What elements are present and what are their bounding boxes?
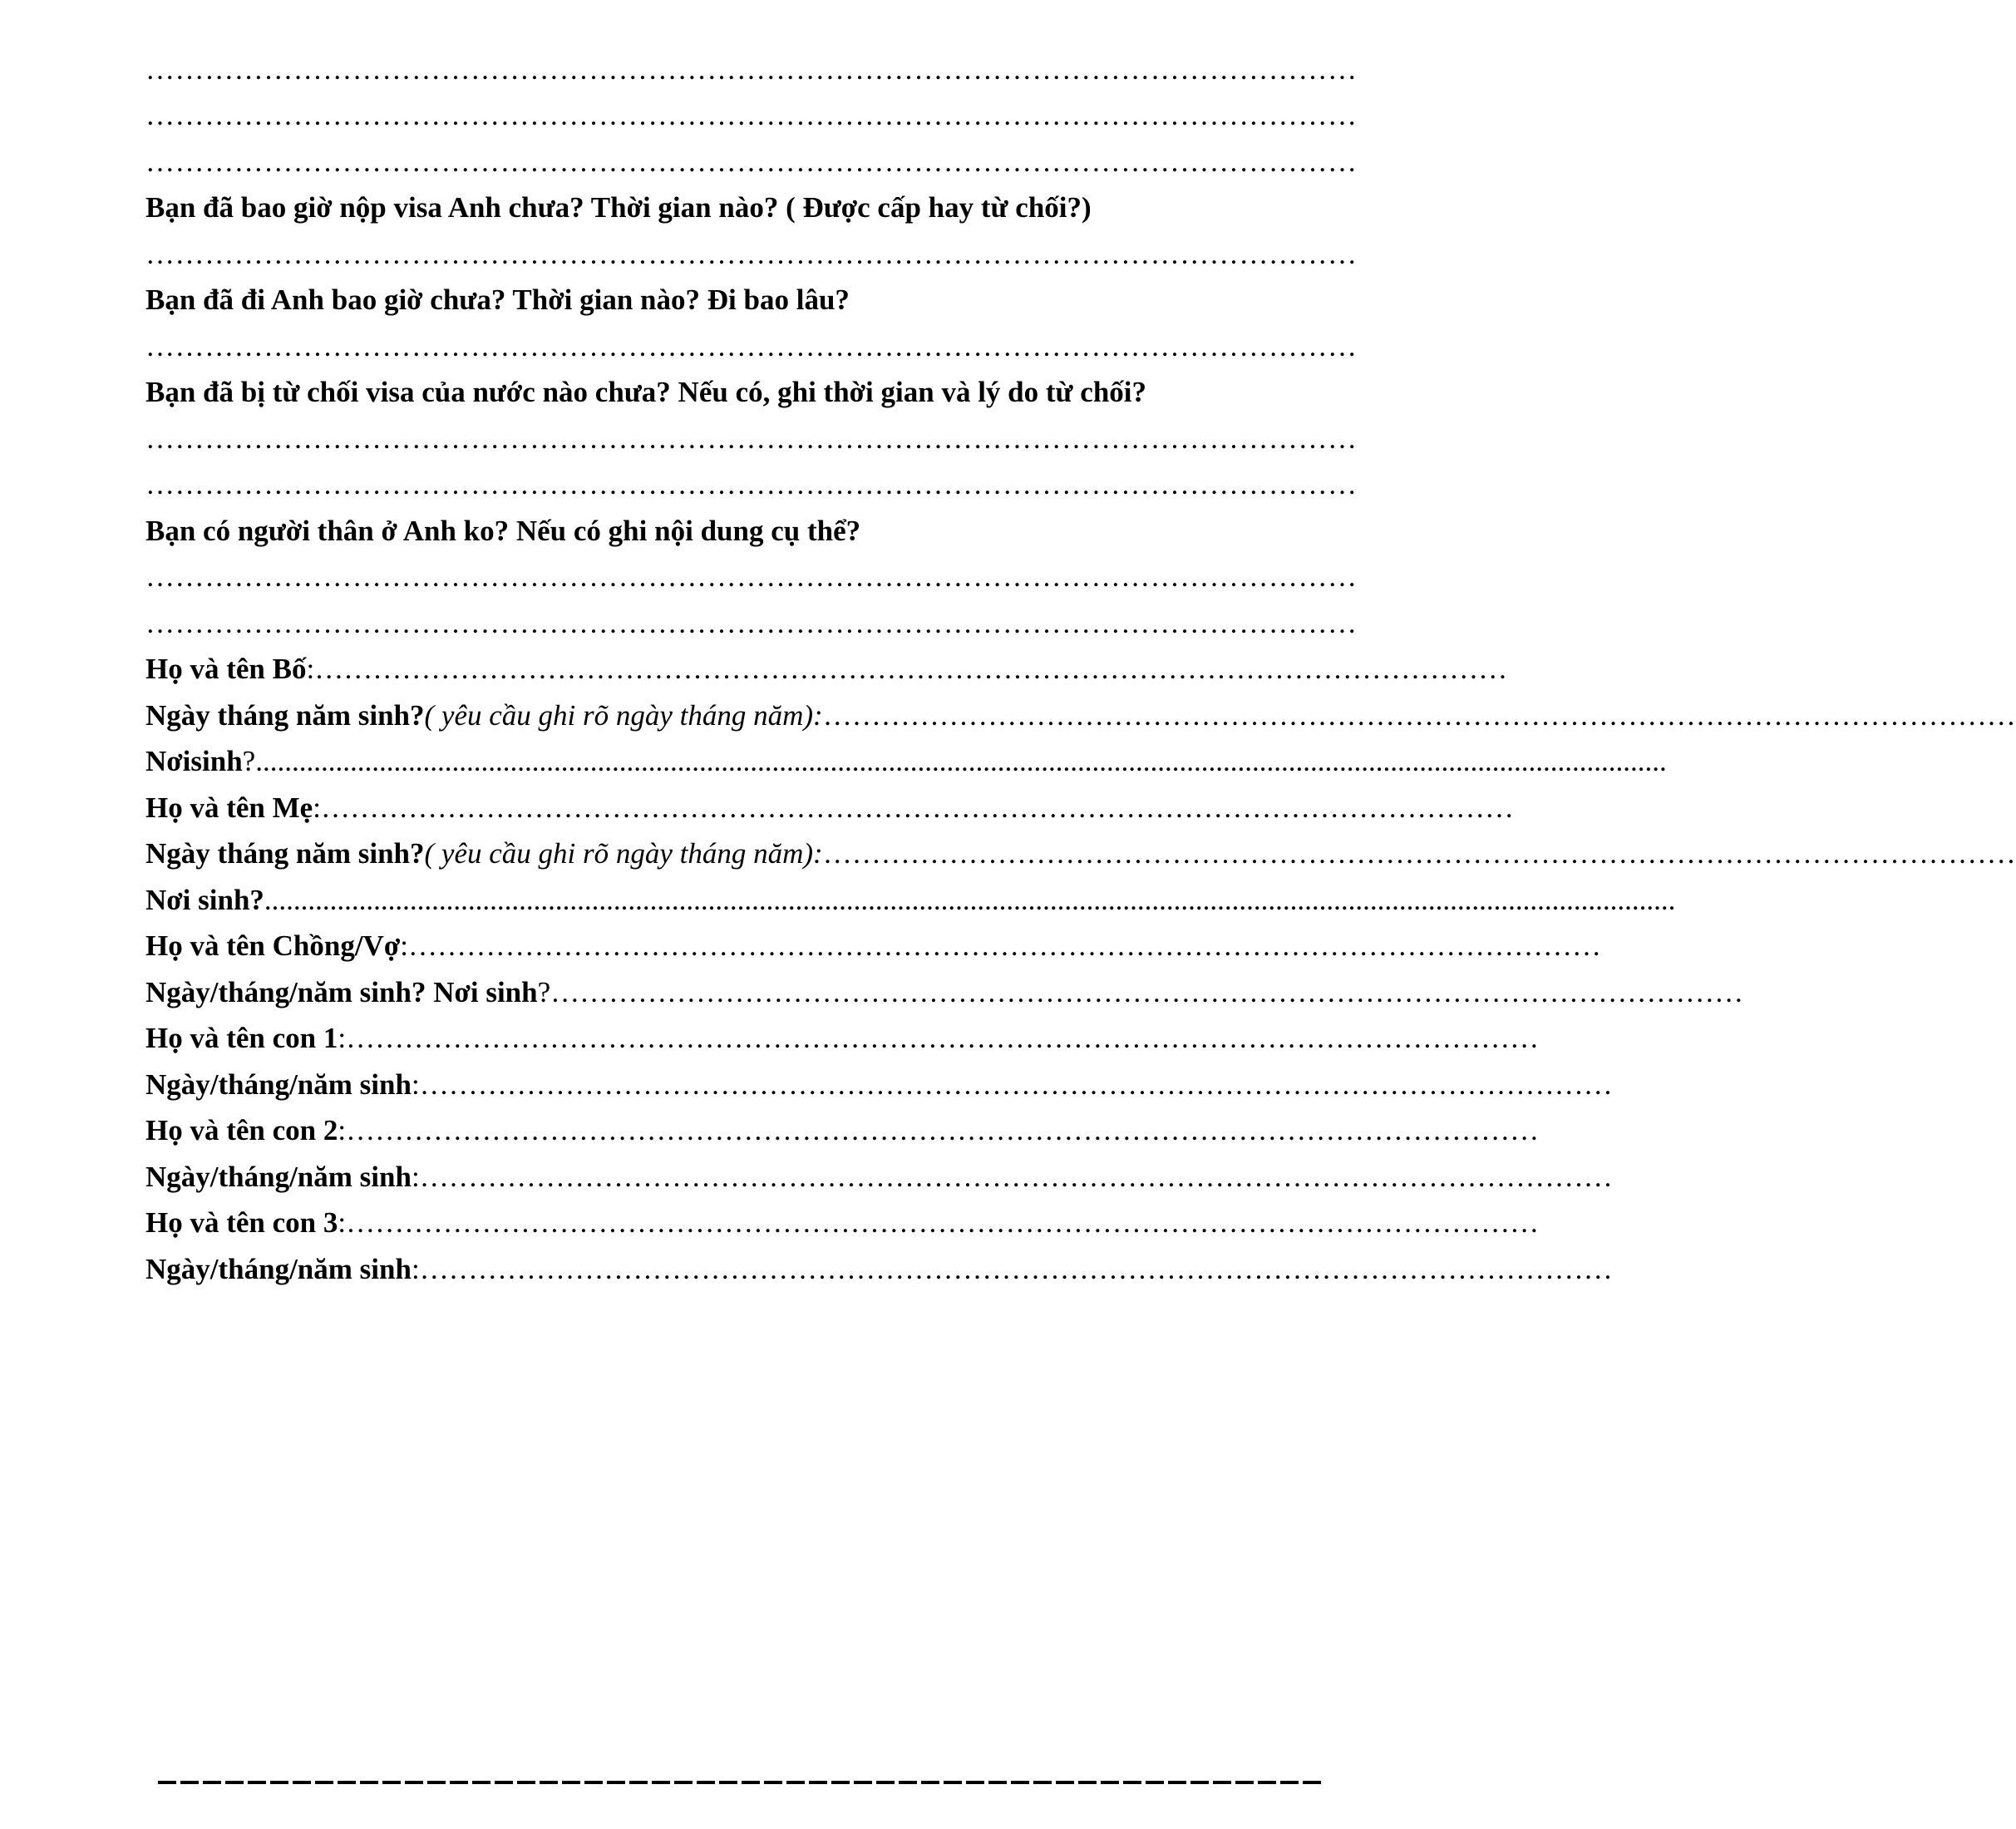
answer-line[interactable]: …………………………………………………………………………………………………………… <box>145 237 1358 270</box>
child1-dob-field <box>145 1055 1613 1102</box>
child1-dob-colon: : <box>411 1067 420 1101</box>
father-pob-suffix: ? <box>242 745 256 777</box>
mother-pob-field <box>145 870 1676 917</box>
answer-line[interactable]: …………………………………………………………………………………………………………… <box>145 99 1358 131</box>
father-pob-input[interactable]: .................................................................................................................................................................................................. <box>255 745 1667 777</box>
father-pob-label: Nơisinh <box>145 745 243 777</box>
answer-line[interactable]: …………………………………………………………………………………………………………… <box>145 606 1358 639</box>
father-name-input[interactable]: …………………………………………………………………………………………………………… <box>314 653 1508 685</box>
child1-name-input[interactable]: …………………………………………………………………………………………………………… <box>346 1022 1540 1054</box>
child2-name-input[interactable]: …………………………………………………………………………………………………………… <box>346 1114 1540 1146</box>
father-dob-field <box>145 686 2016 732</box>
child2-name-field <box>145 1102 1540 1148</box>
form-content <box>145 40 2016 1286</box>
mother-dob-label: Ngày tháng năm sinh? <box>145 837 425 870</box>
spouse-dob-suffix: ? <box>537 975 551 1008</box>
child2-name-colon: : <box>338 1114 347 1146</box>
answer-line[interactable]: …………………………………………………………………………………………………………… <box>145 422 1358 455</box>
mother-dob-input[interactable]: …………………………………………………………………………………………………………… <box>822 837 2016 870</box>
father-name-field <box>145 640 1508 687</box>
answer-line[interactable]: …………………………………………………………………………………………………………… <box>145 52 1358 86</box>
mother-name-field <box>145 778 1514 825</box>
spouse-name-suffix: : <box>400 929 408 962</box>
child2-dob-field <box>145 1147 1613 1194</box>
question-uk-visa-applied: Bạn đã bao giờ nộp visa Anh chưa? Thời gian nào? ( Được cấp hay từ chối?) <box>145 191 1092 224</box>
child3-dob-label: Ngày/tháng/năm sinh <box>145 1252 412 1285</box>
mother-pob-label: Nơi sinh? <box>145 883 264 916</box>
mother-pob-input[interactable]: .................................................................................................................................................................................................. <box>264 883 1676 916</box>
child3-name-colon: : <box>338 1206 347 1239</box>
spouse-name-field <box>145 917 1601 964</box>
mother-name-input[interactable]: …………………………………………………………………………………………………………… <box>320 791 1514 824</box>
father-name-suffix: : <box>306 653 315 685</box>
child2-dob-label: Ngày/tháng/năm sinh <box>145 1160 412 1193</box>
child1-name-colon: : <box>338 1022 347 1054</box>
spouse-dob-field <box>145 963 1744 1009</box>
answer-line[interactable]: …………………………………………………………………………………………………………… <box>145 329 1358 362</box>
father-pob-field <box>145 732 1667 779</box>
spouse-dob-input[interactable]: …………………………………………………………………………………………………………… <box>550 975 1744 1008</box>
child3-name-input[interactable]: …………………………………………………………………………………………………………… <box>346 1206 1540 1239</box>
spouse-dob-label: Ngày/tháng/năm sinh? Nơi sinh <box>145 975 538 1008</box>
child3-dob-field <box>145 1240 1613 1286</box>
answer-line[interactable]: …………………………………………………………………………………………………………… <box>145 560 1358 593</box>
child1-dob-input[interactable]: …………………………………………………………………………………………………………… <box>419 1067 1613 1101</box>
child1-name-field <box>145 1009 1540 1056</box>
spouse-name-input[interactable]: …………………………………………………………………………………………………………… <box>407 929 1601 962</box>
child3-dob-input[interactable]: …………………………………………………………………………………………………………… <box>419 1252 1613 1285</box>
child1-dob-label: Ngày/tháng/năm sinh <box>145 1067 412 1101</box>
child3-name-label: Họ và tên con 3 <box>145 1206 338 1239</box>
child2-dob-input[interactable]: …………………………………………………………………………………………………………… <box>419 1160 1613 1193</box>
spouse-name-label: Họ và tên Chồng/Vợ <box>145 929 401 962</box>
child3-name-field <box>145 1194 1540 1240</box>
footer-dashed-rule <box>158 1781 1322 1784</box>
child2-name-label: Họ và tên con 2 <box>145 1114 338 1146</box>
father-dob-label: Ngày tháng năm sinh? <box>145 698 425 732</box>
mother-dob-hint: ( yêu cầu ghi rõ ngày tháng năm): <box>424 837 823 870</box>
child3-dob-colon: : <box>411 1252 420 1285</box>
question-visa-refusal: Bạn đã bị từ chối visa của nước nào chưa? Nếu có, ghi thời gian và lý do từ chối? <box>145 376 1147 408</box>
question-relatives-uk: Bạn có người thân ở Anh ko? Nếu có ghi nội dung cụ thể? <box>145 514 861 547</box>
mother-name-label: Họ và tên Mẹ <box>145 791 313 824</box>
mother-name-suffix: : <box>313 791 321 824</box>
father-dob-input[interactable]: …………………………………………………………………………………………………………… <box>822 698 2016 732</box>
question-uk-travel: Bạn đã đi Anh bao giờ chưa? Thời gian nào? Đi bao lâu? <box>145 283 850 316</box>
answer-line[interactable]: …………………………………………………………………………………………………………… <box>145 145 1358 178</box>
father-name-label: Họ và tên Bố <box>145 653 307 685</box>
answer-line[interactable]: …………………………………………………………………………………………………………… <box>145 468 1358 500</box>
father-dob-hint: ( yêu cầu ghi rõ ngày tháng năm): <box>424 698 823 732</box>
mother-dob-field <box>145 825 2016 871</box>
child2-dob-colon: : <box>411 1160 420 1193</box>
child1-name-label: Họ và tên con 1 <box>145 1022 338 1054</box>
